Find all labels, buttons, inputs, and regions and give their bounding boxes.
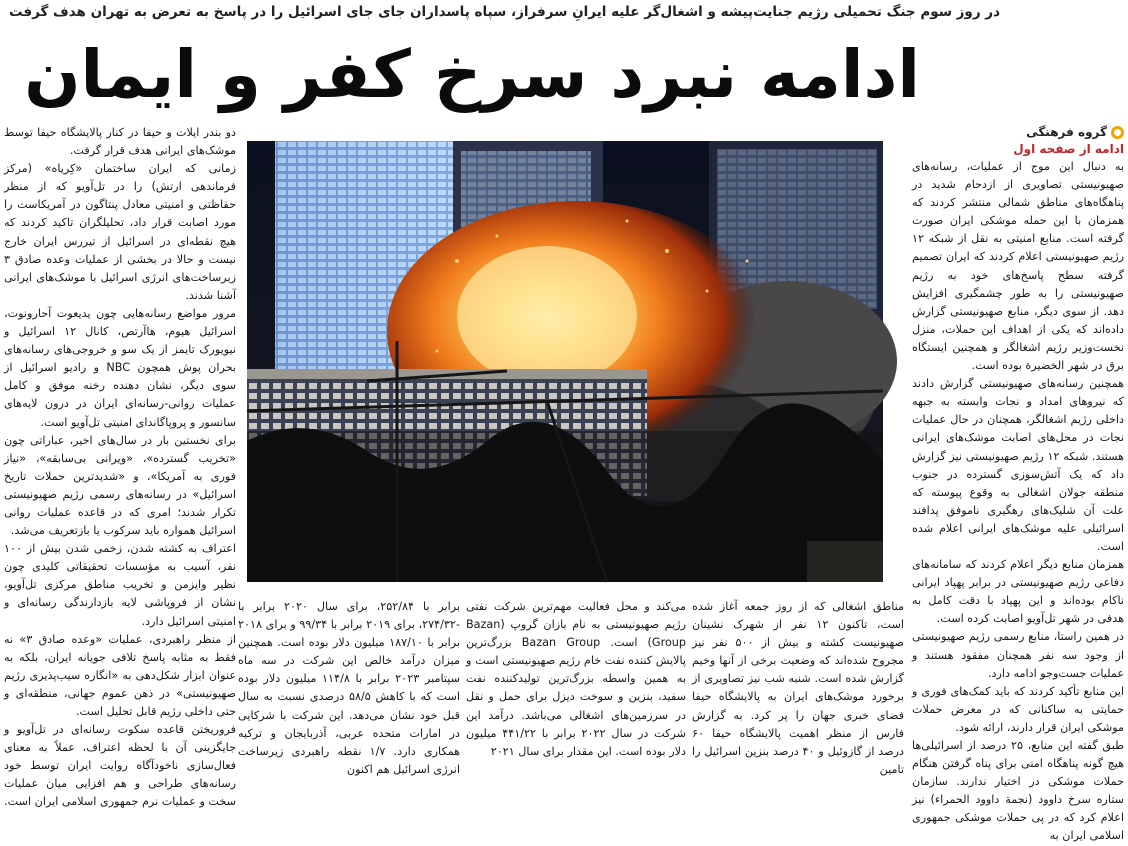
bottom-column-3 — [238, 598, 461, 776]
article-paragraph: طبق گفته این منابع، ۲۵ درصد از اسرائیلی‌ها هیچ گونه پناهگاه امنی برای پناه گرفتن هنگام حملات موشکی در اختیار ندارند. سازمان ستاره سرخ داوود (نجمة داوود الحمراء) نیز اعلام کرد که در پی حملات موشکی جمهوری اسلامی ایران به — [912, 739, 1125, 843]
article-paragraph: برابر با ۲۵۲/۸۴، برای سال ۲۰۲۰ برابر با -۲۷۴/۳۲، برای ۲۰۱۹ برابر با ۹۹/۳۴ و برای ۲۰۱۸ برابر با ۱۸۷/۱۰ میلیون دلار بوده است. همچنین میزان درآمد خالص این شرکت در سه ماه سپتامبر ۲۰۲۳ برابر با ۱۱۴/۸ میلیون دلار بوده است که با کاهش ۵۸/۵ درصدی نسبت به سال قبل خود نشان می‌دهد. این شرکت با شرکایی در امارات متحده عربی، آذربایجان و ترکیه همکاری دارد. ۱/۷ نقطه راهبردی زیرساخت انرژی اسرائیل هم اکنون — [238, 600, 461, 776]
article-paragraph: می‌کند و محل فعالیت مهم‌ترین شرکت نفتی رژیم صهیونیستی به نام بازان گروپ (Bazan Group) است. Bazan Group بزرگ‌ترین پالایش کننده نفت خام رژیم صهیونیستی است و به همین واسطه بزرگ‌ترین تولیدکننده نفت سفید، بنزین و سوخت دیزل برای حمل و نقل در سرزمین‌های اشغالی می‌باشد. درآمد این شرکت در سال ۲۰۲۲ برابر با ۴۴۱/۲۲ میلیون دلار بوده است. این مقدار برای سال ۲۰۲۱ — [466, 600, 686, 758]
article-paragraph: این منابع تأکید کردند که باید کمک‌های فوری و حمایتی به ساکنانی که در معرض حملات موشکی ایران قرار دارند، ارائه شود. — [912, 684, 1124, 734]
section-label — [912, 124, 1124, 140]
article-paragraph: مرور مواضع رسانه‌هایی چون یدیعوت آحارونوت، اسرائیل هیوم، هاآرتص، کانال ۱۲ اسرائیل و نیویورک تایمز از یک سو و خروجی‌های رسانه‌های بحران پوش همچون NBC و رادیو اسرائیل از سوی دیگر، نشان دهنده رخنه موفق و کامل عملیات روانی-رسانه‌ای ایران در درون لایه‌های سانسور و پروپاگاندای امنیتی تل‌آویو است. — [4, 306, 236, 429]
article-paragraph: زمانی که ایران ساختمان «کِریاه» (مرکز فرماندهی ارتش) را در تل‌آویو که از منظر حفاظتی و امنیتی معادل پنتاگون در آمریکاست را مورد اصابت قرار داد، تحلیلگران تاکید کردند که هیچ نقطه‌ای در اسرائیل از تیررس ایران خارج نیست و حالا در بخشی از عملیات وعده صادق ۳ زیرساخت‌های انرژی اسرائیل با موشک‌های ایرانی آشنا شدند. — [4, 162, 236, 302]
section-logo-icon — [1111, 126, 1124, 139]
continued-label: ادامه از صفحه اول — [1013, 142, 1124, 156]
kicker-headline: در روز سوم جنگ تحمیلی رژیم جنایت‌پیشه و اشغال‌گر علیه ایرانِ سرفراز، سپاه پاسداران جای جای اسرائیل را در پاسخ به تعرض به تهران هدف گرفت — [8, 4, 1000, 20]
main-headline: ادامه نبرد سرخ کفر و ایمان — [24, 36, 920, 113]
bottom-column-1 — [692, 598, 904, 776]
left-column — [4, 124, 237, 809]
article-paragraph: در همین راستا، منابع رسمی رژیم صهیونیستی از وجود سه نفر همچنان مفقود هستند و عملیات جست‌وجو ادامه دارد. — [912, 630, 1124, 680]
article-paragraph: مناطق اشغالی که از روز جمعه آغاز شده است، تاکنون ۱۲ نفر از شهرک نشینان صهیونیست کشته و بیش از ۵۰۰ نفر نیز مجروح شده‌اند که وضعیت برخی از آنها وخیم گزارش شده است. شنبه شب نیز تصاویری از برخورد موشک‌های ایران به پالایشگاه حیفا فضای خبری جهان را پر کرد. به گزارش فارس از منظر اهمیت پالایشگاه حیفا ۶۰ درصد از گازوئیل و ۴۰ درصد بنزین اسرائیل را تامین — [692, 600, 904, 776]
article-paragraph: همزمان منابع دیگر اعلام کردند که سامانه‌های دفاعی رژیم صهیونیستی در برابر پهپاد ایرانی ناکام بوده‌اند و این پهپاد با دقت کامل به هدفی در شهر تل‌آویو اصابت کرده است. — [912, 558, 1124, 626]
article-paragraph: از منظر راهبردی، عملیات «وعده صادق ۳» نه فقط به مثابه پاسخ تلافی جویانه ایران، بلکه به عنوان ابزار شکل‌دهی به «انگاره سیب‌پذیری رژیم صهیونیستی» در ذهن عموم جهانی، منطقه‌ای و حتی داخلی رژیم قابل تحلیل است. — [4, 632, 237, 718]
article-paragraph: به دنبال این موج از عملیات، رسانه‌های صهیونیستی تصاویری از ازدحام شدید در پناهگاه‌های مناطق شمالی منتشر کردند که همزمان با این حمله موشکی ایران صورت گرفته است. منابع امنیتی به نقل از شبکه ۱۲ رژیم صهیونیستی اعلام کردند که ایران تصمیم گرفته سطح پاسخ‌های خود به رژیم صهیونیستی را به طور چشمگیری افزایش دهد. از سوی دیگر، منابع صهیونیستی گزارش داده‌اند که یکی از اهداف این حملات، منزل نخست‌وزیر رژیم اشغالگر و همچنین ایستگاه برق در شهر الخضیرة بوده است. — [912, 160, 1124, 373]
right-column — [912, 124, 1125, 843]
explosion-photo-illustration — [247, 141, 883, 582]
article-paragraph: اعتراف به کشته شدن، زخمی شدن بیش از ۱۰۰ نفر، آسیب به مؤسسات تحقیقاتی کلیدی چون نظیر وایزمن و تخریب مناطق مرکزی تل‌آویو، نشان از فروپاشی لایه بازدارندگی رسانه‌ای و امنیتی اسرائیل دارد. — [4, 542, 236, 628]
article-paragraph: فروریختن قاعده سکوت رسانه‌ای در تل‌آویو و جایگزینی آن با لحظه اعتراف، عملاً به معنای فعال‌سازی ناخودآگاه روایت ایران توسط خود رسانه‌های طراحی و هم افزایی میان عملیات سخت و عملیات نرم جمهوری اسلامی ایران است. — [4, 723, 236, 809]
bottom-column-2 — [466, 598, 686, 756]
article-paragraph: همچنین رسانه‌های صهیونیستی گزارش دادند که نیروهای امداد و نجات وابسته به جبهه داخلی رژیم اشغالگر، همچنان در حال عملیات نجات در محل‌های اصابت موشک‌های ایرانی هستند. شبکه ۱۲ رژیم صهیونیستی نیز گزارش داد که یک آتش‌سوزی گسترده در جنوب منطقه جولان اشغالی به وقوع پیوسته که علت آن شلیک‌های رهگیری ناموفق پدافند اسرائیلی علیه موشک‌های ایرانی اعلام شده است. — [912, 377, 1124, 553]
article-paragraph: دو بندر ایلات و حیفا در کنار پالایشگاه حیفا توسط موشک‌های ایرانی هدف قرار گرفت. — [4, 126, 236, 158]
section-label-text: گروه فرهنگی — [1026, 124, 1107, 139]
news-photo — [247, 141, 883, 582]
article-paragraph: برای نخستین بار در سال‌های اخیر، عباراتی چون «تخریب گسترده»، «ویرانی بی‌سابقه»، «نیاز فوری به آمریکا»، و «شدیدترین حملات تاریخ اسرائیل» در رسانه‌های رسمی رژیم صهیونیستی تکرار شدند؛ امری که در قاعده عملیات روانی اسرائیل همواره باید سرکوب یا بازتعریف می‌شد. — [4, 433, 236, 538]
